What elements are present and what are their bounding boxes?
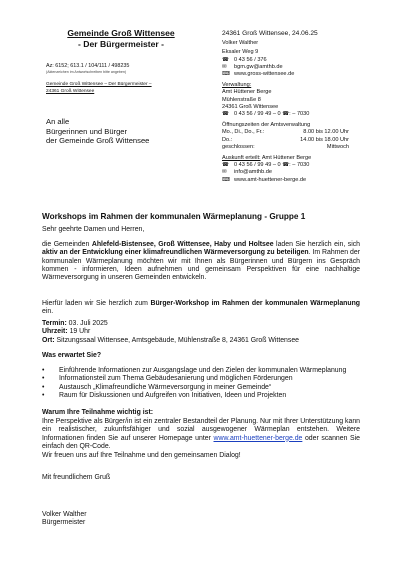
letter-title: Workshops im Rahmen der kommunalen Wärmeplanung - Gruppe 1 — [42, 212, 306, 221]
highlight-text: aktiv an der Entwicklung einer klimafreundlichen Wärmeversorgung zu beteiligen — [42, 249, 309, 257]
event-place — [42, 337, 360, 345]
text-run: Hierfür laden wir Sie herzlich zum — [42, 300, 151, 307]
list-item: • Raum für Diskussionen und Aufgreifen von Initiativen, Ideen und Projekten — [42, 392, 360, 400]
time-value: 19 Uhr — [67, 328, 91, 336]
expect-list — [42, 367, 360, 400]
date-value: 03. Juli 2025 — [66, 320, 108, 327]
return-address-line2: 24361 Groß Wittensee — [46, 88, 95, 94]
list-item: • Informationsteil zum Thema Gebäudesanierung und möglichen Förderungen — [42, 375, 360, 383]
phone-icon: ☎ — [222, 162, 229, 169]
homepage-link[interactable]: www.amt-huettener-berge.de — [213, 434, 303, 442]
recipient-address — [46, 117, 149, 146]
sender-block — [46, 28, 196, 50]
signer-role: Bürgermeister — [42, 519, 86, 527]
admin-phone: 0 43 56 / 99 49 – 0 ☎: – 7030 — [234, 111, 310, 118]
hours-days: Do.: — [222, 136, 233, 143]
info-phone: 0 43 56 / 99 49 – 0 ☎: – 7030 — [234, 162, 310, 169]
contact-phone: 0 43 56 / 376 — [234, 56, 267, 63]
list-item: • Austausch „Klimafreundliche Wärmeversorgung in meiner Gemeinde“ — [42, 384, 360, 392]
info-name: Amt Hüttener Berge — [261, 155, 312, 162]
paragraph-invitation — [42, 241, 360, 282]
municipalities: Ahlefeld-Bistensee, Groß Wittensee, Haby und Holtsee — [91, 241, 274, 248]
hours-time: 8.00 bis 12.00 Uhr — [303, 129, 349, 136]
return-address — [46, 82, 152, 95]
info-email[interactable]: info@amthb.de — [234, 169, 273, 176]
hours-row — [222, 129, 349, 136]
paragraph-workshop — [42, 300, 360, 317]
hours-row — [222, 144, 349, 151]
admin-city: 24361 Groß Wittensee — [222, 103, 279, 110]
sender-subtitle: - Der Bürgermeister - — [78, 39, 164, 49]
recipient-line3: der Gemeinde Groß Wittensee — [46, 136, 150, 146]
info-label: Auskunft erteilt: — [222, 155, 261, 162]
text-run: ein. — [42, 308, 54, 316]
why-heading: Warum Ihre Teilnahme wichtig ist: — [42, 409, 154, 416]
web-icon: ⌨ — [222, 71, 231, 78]
expect-heading: Was erwartet Sie? — [42, 352, 102, 359]
signer-name: Volker Walther — [42, 511, 87, 518]
contact-web[interactable]: www.gross-wittensee.de — [234, 71, 295, 78]
event-time — [42, 328, 360, 336]
event-date — [42, 320, 360, 328]
info-web[interactable]: www.amt-huettener-berge.de — [234, 176, 307, 183]
hours-row — [222, 137, 349, 144]
contact-person: Volker Walther — [222, 40, 259, 47]
paragraph-thanks: Wir freuen uns auf Ihre Teilnahme und den gemeinsamen Dialog! — [42, 452, 241, 459]
place-label: Ort: — [42, 336, 55, 344]
recipient-line1: An alle — [46, 117, 70, 126]
salutation: Sehr geehrte Damen und Herren, — [42, 226, 145, 233]
contact-email[interactable]: bgm.gw@amthb.de — [234, 63, 283, 70]
admin-street: Mühlenstraße 8 — [222, 96, 261, 103]
recipient-line2: Bürgerinnen und Bürger — [46, 126, 128, 136]
hours-time: 14.00 bis 18.00 Uhr — [300, 136, 349, 143]
workshop-name: Bürger-Workshop im Rahmen der kommunalen Wärmeplanung — [150, 300, 360, 307]
place-value: Sitzungssaal Wittensee, Amtsgebäude, Mühlenstraße 8, 24361 Groß Wittensee — [54, 336, 300, 344]
phone-icon: ☎ — [222, 111, 229, 118]
signature-block — [42, 511, 360, 528]
text-run: laden Sie herzlich ein, sich — [273, 241, 361, 248]
text-run: oder scannen Sie einfach den QR-Code. — [42, 434, 360, 450]
sender-name: Gemeinde Groß Wittensee — [67, 28, 175, 38]
text-run: . Im Rahmen der kommunalen Wärmeplanung möchten wir mit Ihnen als Bürgerinnen und Bürgern ins Gespräch kommen - informieren, Ideen aufnehmen und gemeinsam Perspektiven für eine nachhaltige Wärmeversorgung in unseren Gemeinden entwickeln. — [42, 249, 360, 282]
email-icon: ✉ — [222, 169, 227, 176]
admin-name: Amt Hüttener Berge — [222, 89, 272, 96]
contact-column — [222, 30, 349, 184]
list-item: • Einführende Informationen zur Ausgangslage und den Zielen der kommunalen Wärmeplanung — [42, 367, 360, 375]
place-date: 24361 Groß Wittensee, 24.06.25 — [222, 30, 318, 37]
web-icon: ⌨ — [222, 176, 231, 183]
hours-label: Öffnungszeiten der Amtsverwaltung — [222, 122, 311, 129]
paragraph-why — [42, 418, 360, 451]
hours-days: geschlossen: — [222, 143, 255, 150]
time-label: Uhrzeit: — [42, 328, 68, 336]
closing: Mit freundlichem Gruß — [42, 474, 111, 481]
file-reference-note: (Aktenzeichen im Antwortschreiben bitte angeben) — [46, 70, 127, 74]
event-details — [42, 320, 360, 345]
contact-street: Eksaler Weg 9 — [222, 49, 259, 56]
date-label: Termin: — [42, 320, 67, 327]
hours-days: Mo., Di., Do., Fr.: — [222, 129, 265, 136]
text-run: Ihre Perspektive als Bürger/in ist ein zentraler Bestandteil der Planung. Nur mit Ihrer Unterstützung kann ein realistischer, zukunftsfähiger und sozial ausgewogener Wärmeplan entstehen. Weitere Informationen finden Sie auf unserer Homepage unter — [42, 418, 360, 442]
admin-label: Verwaltung: — [222, 82, 252, 89]
text-run: die Gemeinden — [42, 241, 92, 248]
return-address-line1: Gemeinde Groß Wittensee – Der Bürgermeister – — [46, 82, 152, 87]
hours-time: Mittwoch — [326, 143, 349, 150]
phone-icon: ☎ — [222, 56, 229, 63]
email-icon: ✉ — [222, 63, 227, 70]
file-reference: Az: 6152; 613.1 / 104/111 / 498235 — [46, 63, 130, 69]
